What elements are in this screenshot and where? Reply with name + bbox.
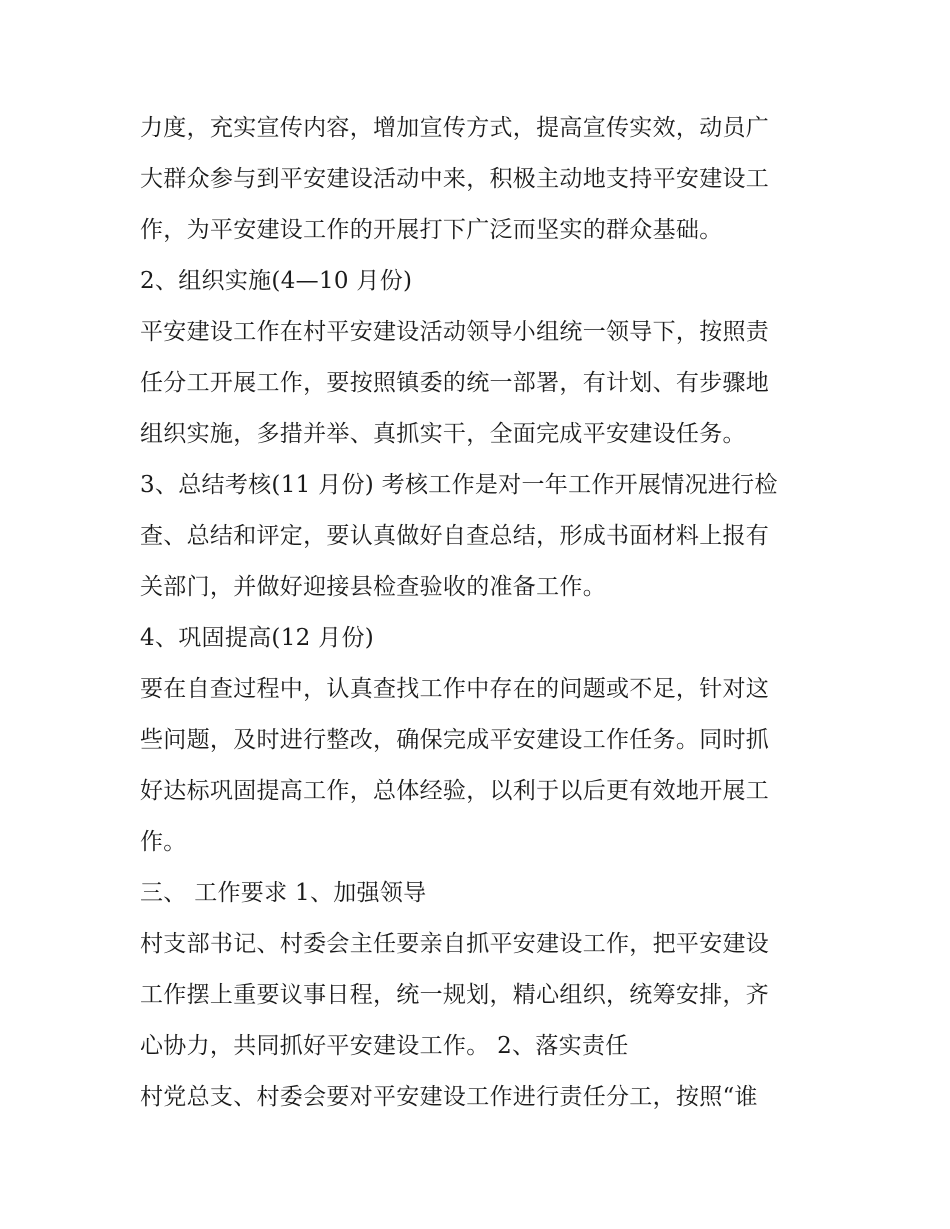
paragraph-line: 力度，充实宣传内容，增加宣传方式，提高宣传实效，动员广 (140, 115, 770, 141)
paragraph-line: 心协力，共同抓好平安建设工作。 2、落实责任 (140, 1033, 629, 1059)
paragraph-line: 关部门，并做好迎接县检查验收的准备工作。 (140, 574, 606, 600)
paragraph-line: 村支部书记、村委会主任要亲自抓平安建设工作，把平安建设 (140, 931, 770, 957)
section-heading: 2、组织实施(4—10 月份) (140, 268, 413, 294)
paragraph-line: 些问题，及时进行整改，确保完成平安建设工作任务。同时抓 (140, 727, 770, 753)
paragraph-line: 平安建设工作在村平安建设活动领导小组统一领导下，按照责 (140, 319, 770, 345)
paragraph-line: 好达标巩固提高工作，总体经验，以利于以后更有效地开展工 (140, 778, 770, 804)
paragraph-line: 工作摆上重要议事日程，统一规划，精心组织，统筹安排，齐 (140, 982, 770, 1008)
paragraph-line: 组织实施，多措并举、真抓实干，全面完成平安建设任务。 (140, 421, 746, 447)
paragraph-line: 作。 (140, 829, 187, 855)
section-heading: 三、 工作要求 1、加强领导 (140, 880, 427, 906)
section-heading: 3、总结考核(11 月份) 考核工作是对一年工作开展情况进行检 (140, 472, 778, 498)
document-body (140, 103, 830, 1123)
paragraph-line: 要在自查过程中，认真查找工作中存在的问题或不足，针对这 (140, 676, 770, 702)
paragraph-line: 查、总结和评定，要认真做好自查总结，形成书面材料上报有 (140, 523, 770, 549)
section-heading: 4、巩固提高(12 月份) (140, 625, 375, 651)
paragraph-line: 村党总支、村委会要对平安建设工作进行责任分工，按照“谁 (140, 1084, 758, 1110)
paragraph-line: 任分工开展工作，要按照镇委的统一部署，有计划、有步骤地 (140, 370, 770, 396)
paragraph-line: 作，为平安建设工作的开展打下广泛而坚实的群众基础。 (140, 217, 723, 243)
paragraph-line: 大群众参与到平安建设活动中来，积极主动地支持平安建设工 (140, 166, 770, 192)
